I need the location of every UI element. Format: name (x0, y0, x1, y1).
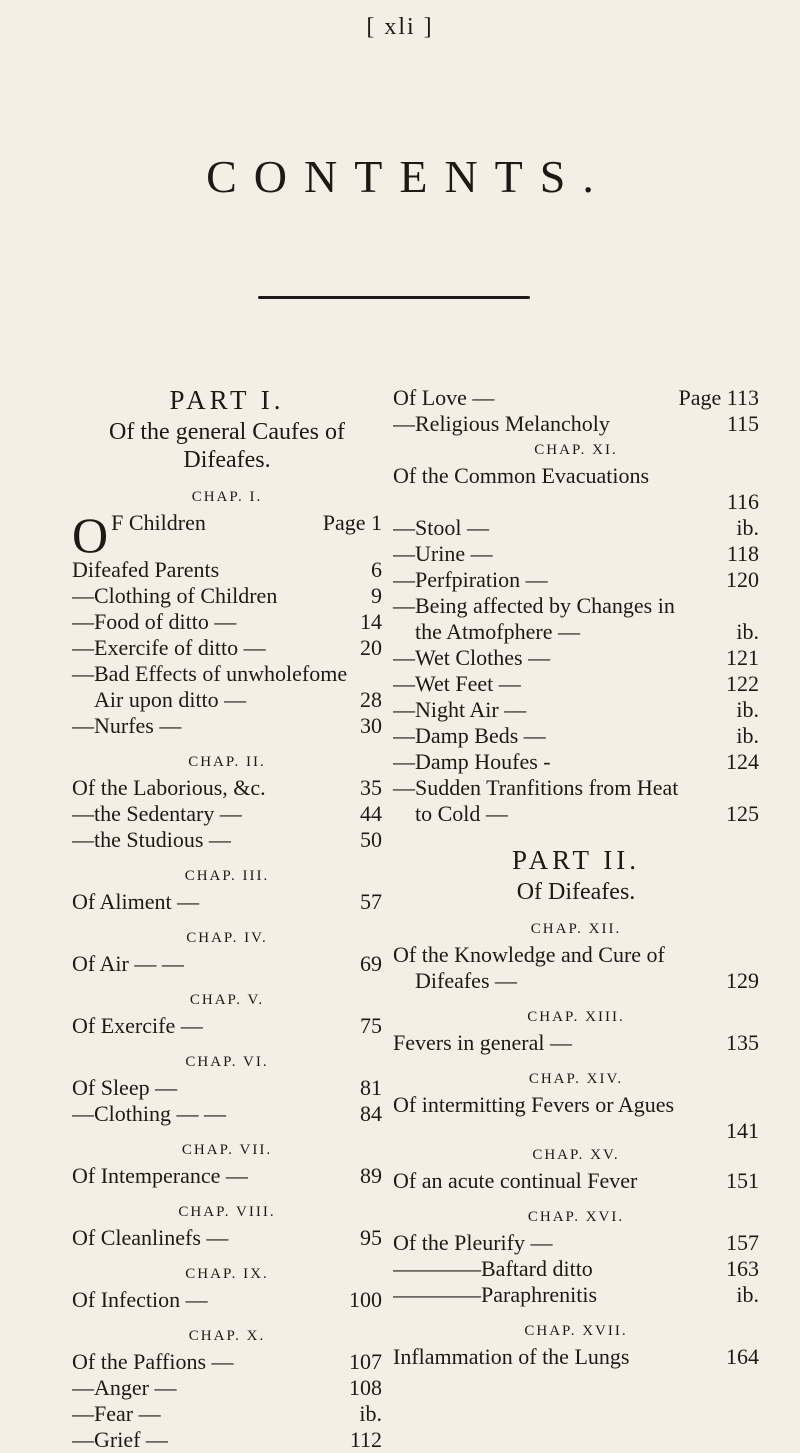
toc-entry (72, 775, 382, 801)
toc-entry-label: Of Sleep — (72, 1075, 178, 1100)
toc-entry (393, 1282, 759, 1308)
chapter-heading: CHAP. II. (188, 754, 266, 770)
toc-entry-label: Inflammation of the Lungs (393, 1344, 630, 1369)
toc-entry-label: Of Love — (393, 385, 495, 410)
toc-entry-page: 75 (360, 1013, 382, 1038)
toc-entry-label: —Anger — (72, 1375, 177, 1400)
toc-entry (72, 889, 382, 915)
toc-entry (72, 1287, 382, 1313)
toc-entry (393, 619, 759, 645)
toc-entry-label: —Clothing — — (72, 1101, 227, 1126)
toc-entry (72, 557, 382, 583)
contents-right-column (393, 385, 759, 1370)
toc-entry-page: 6 (371, 557, 382, 582)
toc-entry (393, 671, 759, 697)
toc-entry-page: ib. (736, 1282, 759, 1307)
toc-entry (72, 1075, 382, 1101)
toc-entry (393, 541, 759, 567)
toc-entry-label: Of Aliment — (72, 889, 200, 914)
toc-entry-page: ib. (359, 1401, 382, 1426)
toc-entry-page: 112 (349, 1427, 382, 1452)
toc-entry-label: Of Intemperance — (72, 1163, 248, 1188)
toc-entry-label: ————Baftard ditto (393, 1256, 593, 1281)
toc-entry-page: 107 (349, 1349, 382, 1374)
toc-entry-page: 151 (726, 1168, 759, 1193)
toc-entry (393, 968, 759, 994)
part-two-subtitle: Of Difeafes. (516, 879, 636, 905)
toc-entry-label: Difeafes — (415, 968, 518, 993)
chapter-heading: CHAP. XII. (530, 921, 622, 937)
toc-entry-page: 84 (360, 1101, 382, 1126)
toc-entry (393, 1256, 759, 1282)
toc-entry-label: Of the Laborious, &c. (72, 775, 266, 800)
toc-entry-page: 44 (360, 801, 382, 826)
toc-entry-page: 164 (726, 1344, 759, 1369)
toc-entry-label: the Atmofphere — (415, 619, 580, 644)
toc-entry (393, 749, 759, 775)
toc-entry (393, 385, 759, 411)
toc-entry-label: —Night Air — (393, 697, 527, 722)
chapter-heading: CHAP. IX. (185, 1266, 269, 1282)
drop-cap: O (72, 510, 109, 557)
toc-entry-label: Of the Paffions — (72, 1349, 234, 1374)
toc-entry (72, 510, 382, 557)
chapter-heading: CHAP. V. (189, 992, 265, 1008)
toc-entry-label: —Fear — (72, 1401, 161, 1426)
toc-entry-page: 69 (360, 951, 382, 976)
toc-entry-page: 100 (349, 1287, 382, 1312)
toc-entry (393, 1230, 759, 1256)
toc-entry-label: —Exercife of ditto — (72, 635, 266, 660)
toc-entry (393, 567, 759, 593)
toc-entry-line: Of the Knowledge and Cure of (393, 942, 665, 967)
toc-entry-line: —Being affected by Changes in (393, 593, 675, 618)
chapter-heading: CHAP. XV. (532, 1147, 620, 1163)
toc-entry-label: ————Paraphrenitis (393, 1282, 598, 1307)
toc-entry-label: —Stool — (393, 515, 489, 540)
chapter-heading: CHAP. VI. (185, 1054, 269, 1070)
toc-entry-line: Of the Common Evacuations (393, 463, 650, 488)
toc-entry-page: 89 (360, 1163, 382, 1188)
toc-entry-label: Fevers in general — (393, 1030, 572, 1055)
toc-entry-label: —Food of ditto — (72, 609, 237, 634)
toc-entry-page: 163 (726, 1256, 759, 1281)
toc-entry (72, 1375, 382, 1401)
toc-entry-label: —Urine — (393, 541, 493, 566)
toc-entry-page: 81 (360, 1075, 382, 1100)
toc-entry-label: Of Infection — (72, 1287, 208, 1312)
toc-entry-label: Of the Pleurify — (393, 1230, 553, 1255)
toc-entry-page: 125 (726, 801, 759, 826)
toc-entry-page: 95 (360, 1225, 382, 1250)
toc-entry (72, 609, 382, 635)
toc-entry (72, 1349, 382, 1375)
toc-entry-label: —Wet Feet — (393, 671, 521, 696)
chapter-heading: CHAP. VIII. (178, 1204, 276, 1220)
toc-entry-page: 14 (360, 609, 382, 634)
toc-entry-label: Of Exercife — (72, 1013, 203, 1038)
toc-entry (72, 687, 382, 713)
toc-entry-label: Of Air — — (72, 951, 184, 976)
toc-entry-label: —Nurfes — (72, 713, 182, 738)
toc-entry-label: —Grief — (72, 1427, 168, 1452)
toc-entry-label: —Clothing of Children (72, 583, 278, 608)
title-rule (258, 296, 530, 299)
chapter-heading: CHAP. VII. (181, 1142, 273, 1158)
toc-entry-label: to Cold — (415, 801, 508, 826)
part-two-title: PART II. (512, 845, 640, 875)
toc-entry-page: 121 (726, 645, 759, 670)
toc-entry (72, 1013, 382, 1039)
toc-entry-page: ib. (736, 697, 759, 722)
toc-entry (72, 1101, 382, 1127)
page-title: CONTENTS. (206, 151, 611, 202)
toc-entry-line: —Sudden Tranfitions from Heat (393, 775, 679, 800)
toc-entry (393, 515, 759, 541)
toc-entry-label: —Damp Beds — (393, 723, 546, 748)
toc-entry-page: ib. (736, 723, 759, 748)
toc-entry (393, 801, 759, 827)
toc-entry (72, 1163, 382, 1189)
toc-entry (72, 827, 382, 853)
toc-entry-page: 122 (726, 671, 759, 696)
toc-entry (72, 583, 382, 609)
toc-entry-page: Page 1 (322, 510, 382, 535)
toc-entry-page: 50 (360, 827, 382, 852)
chapter-heading: CHAP. IV. (186, 930, 268, 946)
toc-entry-page: 115 (726, 411, 759, 436)
toc-entry (72, 801, 382, 827)
chapter-heading: CHAP. XIV. (528, 1071, 624, 1087)
chapter-heading: CHAP. III. (184, 868, 270, 884)
toc-entry-page: 35 (360, 775, 382, 800)
toc-entry (72, 1427, 382, 1453)
toc-entry-page: 157 (726, 1230, 759, 1255)
chapter-heading: CHAP. I. (191, 489, 263, 505)
toc-entry-page: 129 (726, 968, 759, 993)
toc-entry-page: 30 (360, 713, 382, 738)
toc-entry (72, 713, 382, 739)
toc-entry-label: Air upon ditto — (94, 687, 247, 712)
toc-entry-page: 116 (726, 489, 759, 514)
toc-entry-line: —Bad Effects of unwholefome (72, 661, 348, 686)
toc-entry-page: 118 (726, 541, 759, 566)
chapter-heading: CHAP. XVII. (524, 1323, 628, 1339)
toc-entry-page: 135 (726, 1030, 759, 1055)
toc-entry-page: Page 113 (678, 385, 759, 410)
chapter-heading: CHAP. X. (188, 1328, 266, 1344)
toc-entry (72, 635, 382, 661)
toc-entry-page: 9 (371, 583, 382, 608)
toc-entry-label: F Children (111, 510, 206, 535)
toc-entry-label: —Damp Houfes - (393, 749, 551, 774)
toc-entry-label: Of an acute continual Fever (393, 1168, 638, 1193)
toc-entry-page: 141 (726, 1118, 759, 1143)
part-one-title: PART I. (169, 385, 285, 415)
toc-entry (393, 1344, 759, 1370)
toc-entry-page: 20 (360, 635, 382, 660)
toc-entry (72, 951, 382, 977)
toc-entry (393, 723, 759, 749)
page-folio: [ xli ] (366, 14, 434, 40)
contents-left-column (72, 385, 382, 1453)
toc-entry-page: ib. (736, 515, 759, 540)
toc-entry-line: Of intermitting Fevers or Agues (393, 1092, 675, 1117)
chapter-heading: CHAP. XVI. (527, 1209, 625, 1225)
toc-entry-page: 57 (360, 889, 382, 914)
chapter-heading: CHAP. XIII. (527, 1009, 625, 1025)
toc-entry (393, 1030, 759, 1056)
part-one-subtitle: Of the general Caufes of Difeafes. (109, 419, 345, 473)
toc-entry (393, 645, 759, 671)
toc-entry (72, 1225, 382, 1251)
toc-entry-page: 124 (726, 749, 759, 774)
toc-entry-page: ib. (736, 619, 759, 644)
toc-entry-label: —Perfpiration — (393, 567, 548, 592)
toc-entry-label: —Religious Melancholy (393, 411, 610, 436)
toc-entry (393, 1168, 759, 1194)
toc-entry-label: —the Studious — (72, 827, 231, 852)
toc-entry-page: 120 (726, 567, 759, 592)
toc-entry-page: 108 (349, 1375, 382, 1400)
toc-entry-label: —Wet Clothes — (393, 645, 551, 670)
toc-entry-label: Of Cleanlinefs — (72, 1225, 229, 1250)
toc-entry (72, 1401, 382, 1427)
toc-entry (393, 411, 759, 437)
chapter-heading: CHAP. XI. (534, 442, 618, 458)
toc-entry-label: Difeafed Parents (72, 557, 220, 582)
toc-entry (393, 697, 759, 723)
toc-entry-page: 28 (360, 687, 382, 712)
toc-entry-label: —the Sedentary — (72, 801, 242, 826)
